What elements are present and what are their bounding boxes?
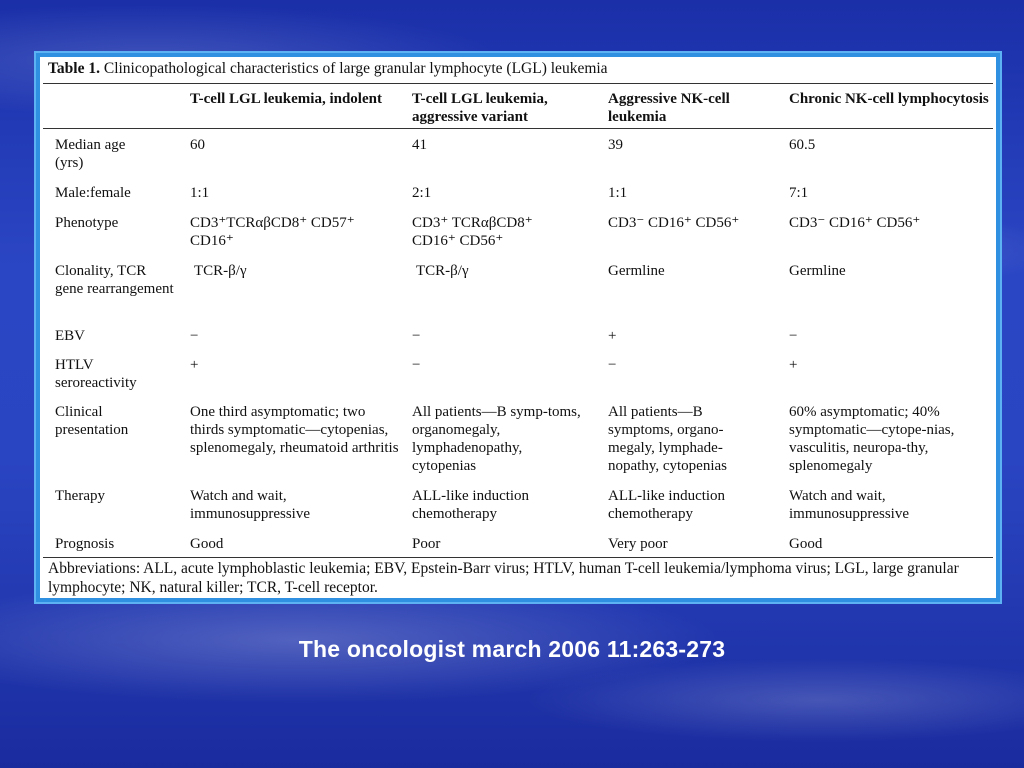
table-cell: Poor [412,536,441,552]
row-label: Phenotype [55,215,119,231]
citation-caption: The oncologist march 2006 11:263-273 [298,636,726,662]
table-cell: CD3⁻ CD16⁺ CD56⁺ [789,215,921,231]
table-cell: Good [789,536,823,552]
header-rule [43,128,993,129]
table-cell: All patients—B symptoms, organo-megaly, lymphade-nopathy, cytopenias [608,404,727,474]
table-cell: TCR-β/γ [194,263,247,279]
header-cell: Chronic NK-cell lymphocytosis [789,91,989,107]
table-figure [36,53,1000,602]
table-cell: CD3⁻ CD16⁺ CD56⁺ [608,215,740,231]
table-cell: − [412,357,421,373]
table-cell: 60 [190,137,205,153]
title-rule [43,83,993,84]
table-cell: Very poor [608,536,668,552]
row-label: Therapy [55,488,105,504]
table-cell: 2:1 [412,185,432,201]
row-label: Male:female [55,185,131,201]
row-label: EBV [55,328,85,344]
header-cell: T-cell LGL leukemia, aggressive variant [412,91,548,125]
table-cell: + [789,357,798,373]
table-cell: 60.5 [789,137,816,153]
table-cell: 39 [608,137,623,153]
table-title: Table 1. Clinicopathological characteristics of large granular lymphocyte (LGL) leukemia [48,60,608,77]
row-label: Clonality, TCR gene rearrangement [55,263,174,297]
table-cell: Germline [608,263,665,279]
table-cell: + [608,328,617,344]
table-cell: 7:1 [789,185,809,201]
table-cell: 60% asymptomatic; 40% symptomatic—cytope-nias, vasculitis, neuropa-thy, splenomegaly [789,404,955,474]
table-cell: − [789,328,798,344]
table-cell: CD3⁺ TCRαβCD8⁺ CD16⁺ CD56⁺ [412,215,533,249]
abbreviations-note: Abbreviations: ALL, acute lymphoblastic leukemia; EBV, Epstein-Barr virus; HTLV, human T-cell leukemia/lymphoma virus; LGL, large granular lymphocyte; NK, natural killer; TCR, T-cell receptor. [48,560,959,596]
row-label: Median age (yrs) [55,137,126,171]
footer-rule [43,557,993,558]
header-cell: Aggressive NK-cell leukemia [608,91,730,125]
table-cell: Watch and wait, immunosuppressive [190,488,310,522]
table-cell: 41 [412,137,427,153]
table-cell: One third asymptomatic; two thirds symptomatic—cytopenias, splenomegaly, rheumatoid arthritis [190,404,399,456]
row-label: Clinical presentation [55,404,129,438]
table-cell: ALL-like induction chemotherapy [608,488,726,522]
table-cell: + [190,357,199,373]
table-cell: ALL-like induction chemotherapy [412,488,530,522]
table-cell: − [190,328,199,344]
table-cell: Germline [789,263,846,279]
table-cell: − [608,357,617,373]
table-cell: Watch and wait, immunosuppressive [789,488,909,522]
table-cell: TCR-β/γ [416,263,469,279]
table-cell: CD3⁺TCRαβCD8⁺ CD57⁺ CD16⁺ [190,215,355,249]
table-cell: 1:1 [190,185,210,201]
row-label: Prognosis [55,536,115,552]
row-label: HTLV seroreactivity [55,357,137,391]
table-cell: 1:1 [608,185,628,201]
table-cell: − [412,328,421,344]
table-cell: All patients—B symp-toms, organomegaly, lymphadenopathy, cytopenias [412,404,581,474]
header-cell: T-cell LGL leukemia, indolent [190,91,382,107]
table-cell: Good [190,536,224,552]
